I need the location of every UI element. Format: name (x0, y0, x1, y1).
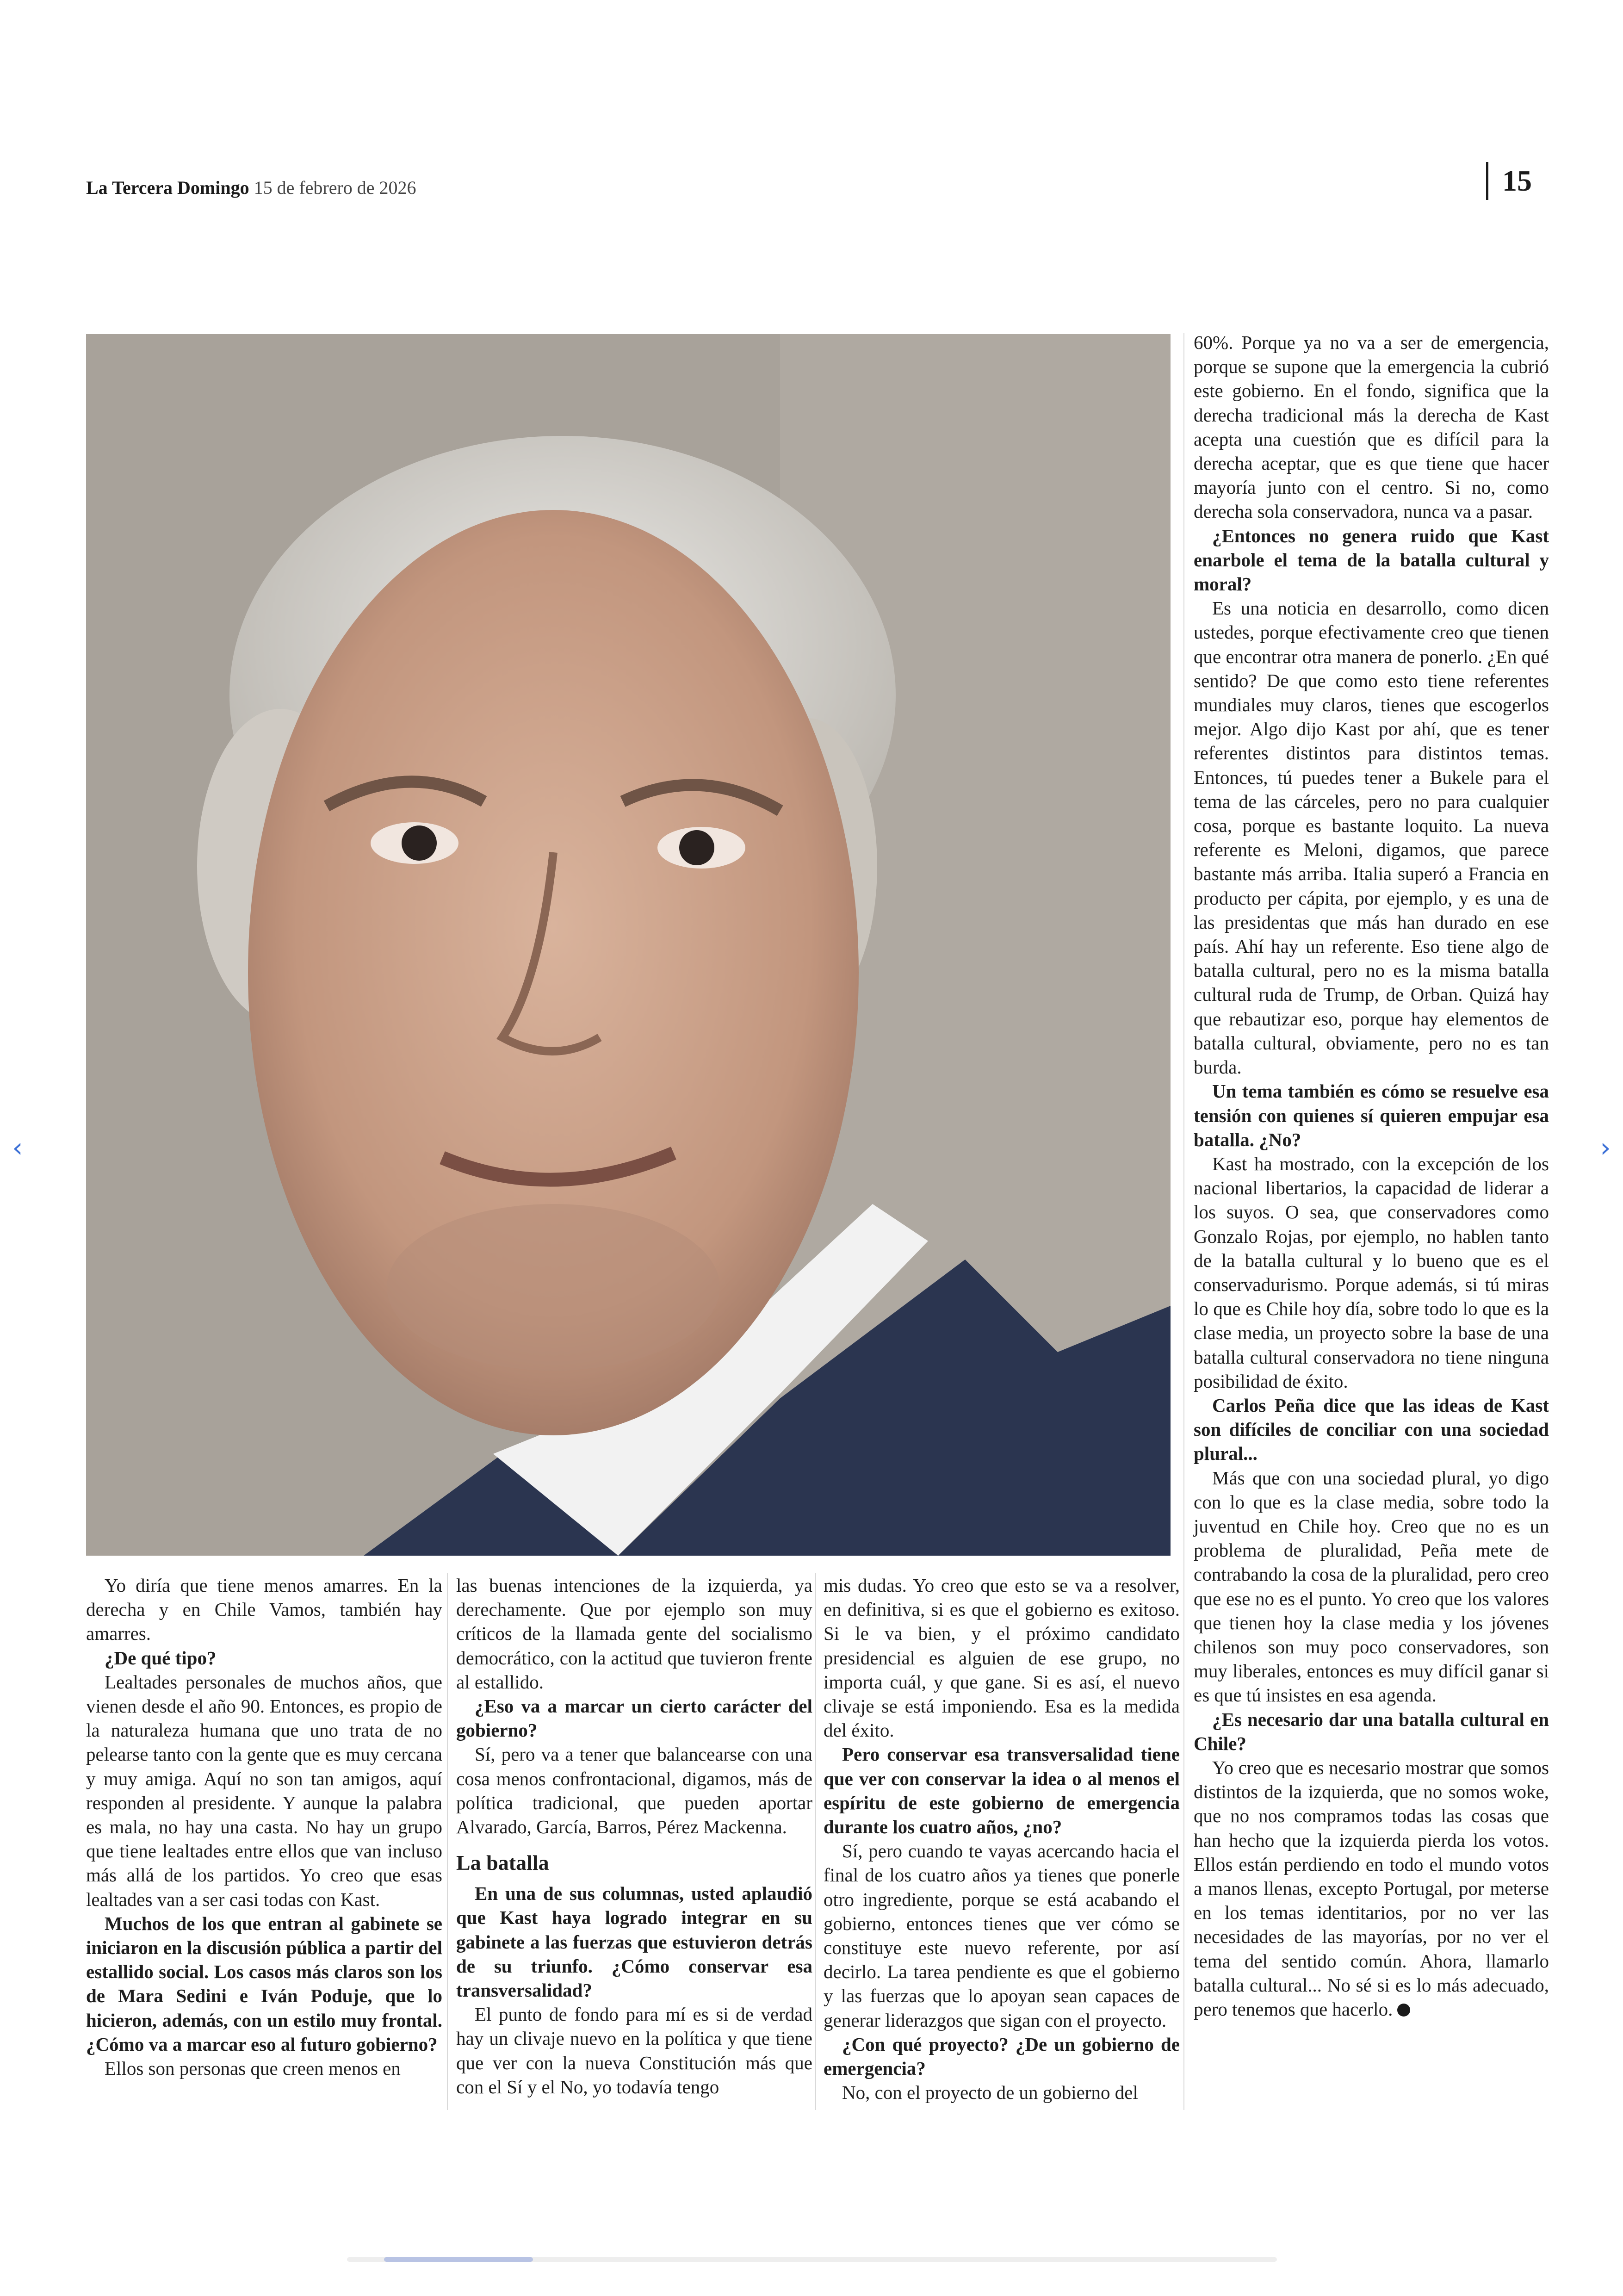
column-divider (447, 1573, 448, 2110)
continued-paragraph: mis dudas. Yo creo que esto se va a resolver, en definitiva, si es que el gobierno es exitoso. Si le va bien, y el próximo candidato presidencial es alguien de ese grupo, no importa cuál, y que gane. Si es así, el nuevo clivaje se está imponiendo. Esa es la medida del éxito. (824, 1575, 1180, 1741)
article-column-4 (1194, 330, 1549, 2021)
interview-question: Un tema también es cómo se resuelve esa tensión con quienes sí quieren empujar esa batalla. ¿No? (1194, 1080, 1549, 1150)
portrait-photo (86, 334, 1171, 1556)
article-column-1 (86, 1573, 442, 2080)
interview-question: Pero conservar esa transversalidad tiene que ver con conservar la idea o al menos el espíritu de este gobierno de emergencia durante los cuatro años, ¿no? (824, 1744, 1180, 1838)
publication-name: La Tercera Domingo (86, 177, 249, 198)
interview-question: ¿De qué tipo? (105, 1647, 217, 1669)
interview-question: Carlos Peña dice que las ideas de Kast son difíciles de conciliar con una sociedad plural... (1194, 1394, 1549, 1464)
continued-paragraph: 60%. Porque ya no va a ser de emergencia, porque se supone que la emergencia la cubrió este gobierno. En el fondo, significa que la derecha tradicional más la derecha de Kast acepta una cuestión que es difícil para la derecha aceptar, que es que tiene que hacer mayoría junto con el centro. Si no, como derecha sola conservadora, nunca va a pasar. (1194, 332, 1549, 522)
interview-question: Muchos de los que entran al gabinete se iniciaron en la discusión pública a partir del estallido social. Los casos más claros son los de Mara Sedini e Iván Poduje, que lo hicieron, además, con un estilo muy frontal. ¿Cómo va a marcar eso al futuro gobierno? (86, 1912, 442, 2055)
interview-question: ¿Entonces no genera ruido que Kast enarbole el tema de la batalla cultural y moral? (1194, 525, 1549, 595)
section-heading: La batalla (456, 1851, 549, 1875)
interview-answer: Ellos son personas que creen menos en (105, 2058, 401, 2079)
column-divider (1183, 333, 1184, 2110)
interview-answer: Sí, pero cuando te vayas acercando hacia el final de los cuatro años ya tienes que ponerle otro ingrediente, porque se está acabando el gobierno, entonces tienes que ver cómo se constituye este nuevo referente, por así decirlo. La tarea pendiente es que el gobierno y las fuerzas que lo apoyan sean capaces de generar liderazgos que sigan con el proyecto. (824, 1840, 1180, 2031)
interview-answer: Kast ha mostrado, con la excepción de los nacional libertarios, la capacidad de liderar a los suyos. O sea, que conservadores como Gonzalo Rojas, por ejemplo, no hablen tanto de la batalla cultural y lo bueno que es el conservadurismo. Porque además, si tú miras lo que es Chile hoy día, sobre todo lo que es la clase media, un proyecto sobre la base de una batalla cultural conservadora no tiene ninguna posibilidad de éxito. (1194, 1153, 1549, 1392)
page-number: 15 (1486, 162, 1532, 200)
end-of-article-icon (1397, 2004, 1410, 2017)
chevron-right-icon[interactable]: › (1600, 1132, 1611, 1163)
interview-question: ¿Es necesario dar una batalla cultural en Chile? (1194, 1708, 1549, 1754)
interview-answer: El punto de fondo para mí es si de verdad hay un clivaje nuevo en la política y que tiene que ver con la nueva Constitución más que con el Sí y el No, yo todavía tengo (456, 2004, 812, 2097)
interview-answer: No, con el proyecto de un gobierno del (842, 2082, 1138, 2104)
interview-answer: Yo creo que es necesario mostrar que somos distintos de la izquierda, que no somos woke, que no nos compramos todas las cosas que han hecho que la izquierda pierda los votos. Ellos están perdiendo en todo el mundo votos a manos llenas, excepto Portugal, por meterse en los temas identitarios, por no ver las necesidades de las mayorías, por no ver el tema del sentido común. Ahora, llamarlo batalla cultural... No sé si es lo más adecuado, pero tenemos que hacerlo. (1194, 1756, 1549, 2020)
article-column-3 (824, 1573, 1180, 2104)
chevron-left-icon[interactable]: ‹ (12, 1132, 23, 1163)
column-divider (815, 1573, 816, 2110)
interview-question: ¿Eso va a marcar un cierto carácter del gobierno? (456, 1695, 812, 1741)
interview-question: En una de sus columnas, usted aplaudió que Kast haya logrado integrar en su gabinete a las fuerzas que estuvieron detrás de su triunfo. ¿Cómo conservar esa transversalidad? (456, 1883, 812, 2001)
article-column-2 (456, 1573, 812, 2099)
continued-paragraph: las buenas intenciones de la izquierda, ya derechamente. Que por ejemplo son muy críticos de la llamada gente del socialismo democrático, con la actitud que tuvieron frente al estallido. (456, 1575, 812, 1693)
portrait-illustration (86, 334, 1171, 1556)
scrollbar-thumb[interactable] (384, 2257, 533, 2262)
issue-date: 15 de febrero de 2026 (254, 177, 416, 198)
horizontal-scrollbar[interactable] (347, 2257, 1277, 2262)
interview-answer: Más que con una sociedad plural, yo digo con lo que es la clase media, sobre todo la juventud en Chile hoy. Creo que no es un problema de pluralidad, Peña mete de contrabando la cosa de la pluralidad, pero creo que ese no es el punto. Yo creo que los valores que tienen hoy la clase media y los jóvenes chilenos son muy poco conservadores, son muy liberales, entonces es muy difícil ganar si es que tú insistes en esa agenda. (1194, 1467, 1549, 1706)
interview-answer: Yo diría que tiene menos amarres. En la derecha y en Chile Vamos, también hay amarres. (86, 1575, 442, 1644)
interview-answer: Sí, pero va a tener que balancearse con una cosa menos confrontacional, digamos, más de política tradicional, que pueden aportar Alvarado, García, Barros, Pérez Mackenna. (456, 1744, 812, 1838)
interview-answer: Lealtades personales de muchos años, que vienen desde el año 90. Entonces, es propio de la naturaleza humana que uno trata de no pelearse tanto con la gente que es muy cercana y muy amiga. Aquí no son tan amigos, aquí responden al presidente. Y aunque la palabra es mala, no hay una casta. No hay un grupo que tiene lealtades entre ellos que van incluso más allá de los partidos. Yo creo que esas lealtades van a ser casi todas con Kast. (86, 1671, 442, 1910)
interview-question: ¿Con qué proyecto? ¿De un gobierno de emergencia? (824, 2033, 1180, 2079)
interview-answer: Es una noticia en desarrollo, como dicen ustedes, porque efectivamente creo que tienen que encontrar otra manera de ponerlo. ¿En qué sentido? De que como esto tiene referentes mundiales muy claros, tienes que escogerlos mejor. Algo dijo Kast por ahí, que es tener referentes distintos para distintos temas. Entonces, tú puedes tener a Bukele para el tema de las cárceles, pero no para cualquier cosa, porque es bastante loquito. La nueva referente es Meloni, digamos, que parece bastante más arriba. Italia superó a Francia en producto per cápita, por ejemplo, y es una de las presidentas que más han durado en ese país. Ahí hay un referente. Eso tiene algo de batalla cultural, pero no es la misma batalla cultural ruda de Trump, de Orban. Quizá hay que rebautizar eso, porque hay elementos de batalla cultural, obviamente, pero no es tan burda. (1194, 597, 1549, 1078)
masthead (86, 177, 416, 199)
